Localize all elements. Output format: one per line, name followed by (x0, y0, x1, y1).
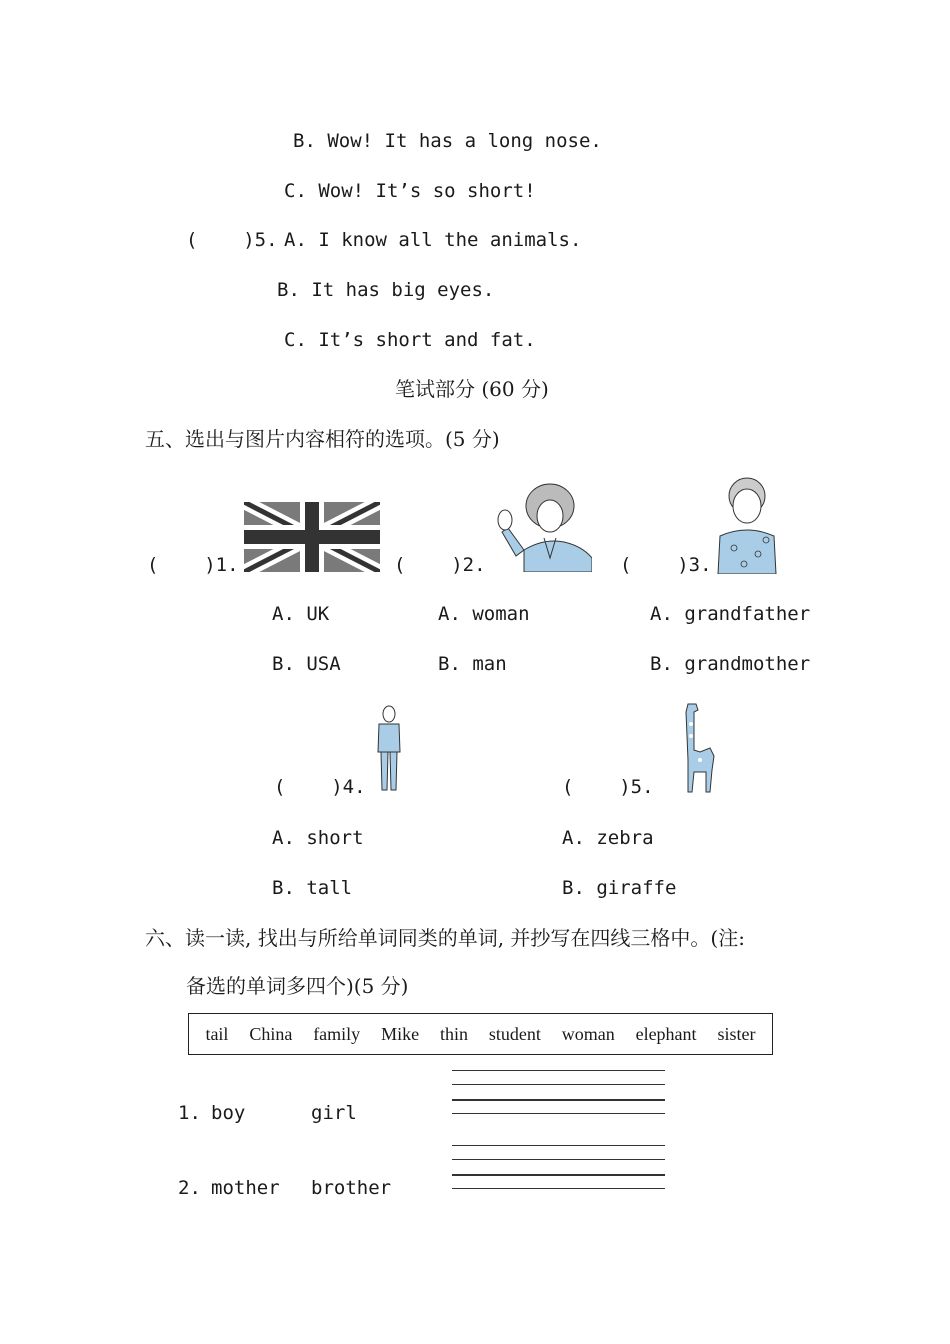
s6-row1-word1: boy (211, 1102, 246, 1124)
giraffe-icon (680, 700, 718, 796)
word-bank-item: elephant (635, 1023, 697, 1044)
s5-item3-blank[interactable]: ( )3. (620, 554, 712, 576)
word-bank-item: thin (439, 1023, 468, 1044)
q4-option-c: C. Wow! It’s so short! (284, 180, 536, 202)
s5-item1-option-a: A. UK (272, 603, 330, 625)
q4-option-b: B. Wow! It has a long nose. (293, 130, 602, 152)
word-bank (188, 1013, 773, 1055)
grandmother-icon (714, 474, 780, 574)
q5-option-a: A. I know all the animals. (284, 229, 582, 251)
s5-item3-option-a: A. grandfather (650, 603, 811, 625)
s6-row2-word1: mother (211, 1177, 280, 1199)
s6-row2-word2: brother (311, 1177, 392, 1199)
s5-item5-blank[interactable]: ( )5. (562, 776, 654, 798)
s5-item4-option-b: B. tall (272, 877, 353, 899)
s6-row2-number: 2. (178, 1177, 201, 1199)
s5-item1-blank[interactable]: ( )1. (147, 554, 239, 576)
q5-option-c: C. It’s short and fat. (284, 329, 536, 351)
s6-row1-word2: girl (311, 1102, 357, 1124)
uk-flag-icon (244, 502, 380, 572)
s5-item2-blank[interactable]: ( )2. (394, 554, 486, 576)
s5-item2-option-a: A. woman (438, 603, 530, 625)
section6-heading-line2: 备选的单词多四个)(5 分) (186, 974, 409, 998)
word-bank-item: China (249, 1023, 293, 1044)
q5-option-b: B. It has big eyes. (277, 279, 495, 301)
word-bank-item: woman (561, 1023, 615, 1044)
s6-row1-writing-lines[interactable] (452, 1070, 665, 1118)
section6-heading-line1: 六、读一读, 找出与所给单词同类的单词, 并抄写在四线三格中。(注: (145, 926, 745, 950)
word-bank-item: tail (205, 1023, 229, 1044)
s5-item5-option-b: B. giraffe (562, 877, 677, 899)
s5-item5-option-a: A. zebra (562, 827, 654, 849)
s6-row1-number: 1. (178, 1102, 201, 1124)
word-bank-item: sister (717, 1023, 756, 1044)
s6-row2-writing-lines[interactable] (452, 1145, 665, 1193)
s5-item4-blank[interactable]: ( )4. (274, 776, 366, 798)
word-bank-item: Mike (381, 1023, 420, 1044)
s5-item3-option-b: B. grandmother (650, 653, 811, 675)
word-bank-item: family (313, 1023, 361, 1044)
q5-answer-blank[interactable]: ( )5. (186, 229, 278, 251)
woman-waving-icon (494, 480, 592, 572)
tall-man-icon (372, 704, 406, 794)
s5-item1-option-b: B. USA (272, 653, 341, 675)
section5-heading: 五、选出与图片内容相符的选项。(5 分) (145, 427, 500, 451)
s5-item2-option-b: B. man (438, 653, 507, 675)
s5-item4-option-a: A. short (272, 827, 364, 849)
written-part-title: 笔试部分 (60 分) (395, 377, 549, 401)
word-bank-item: student (488, 1023, 541, 1044)
